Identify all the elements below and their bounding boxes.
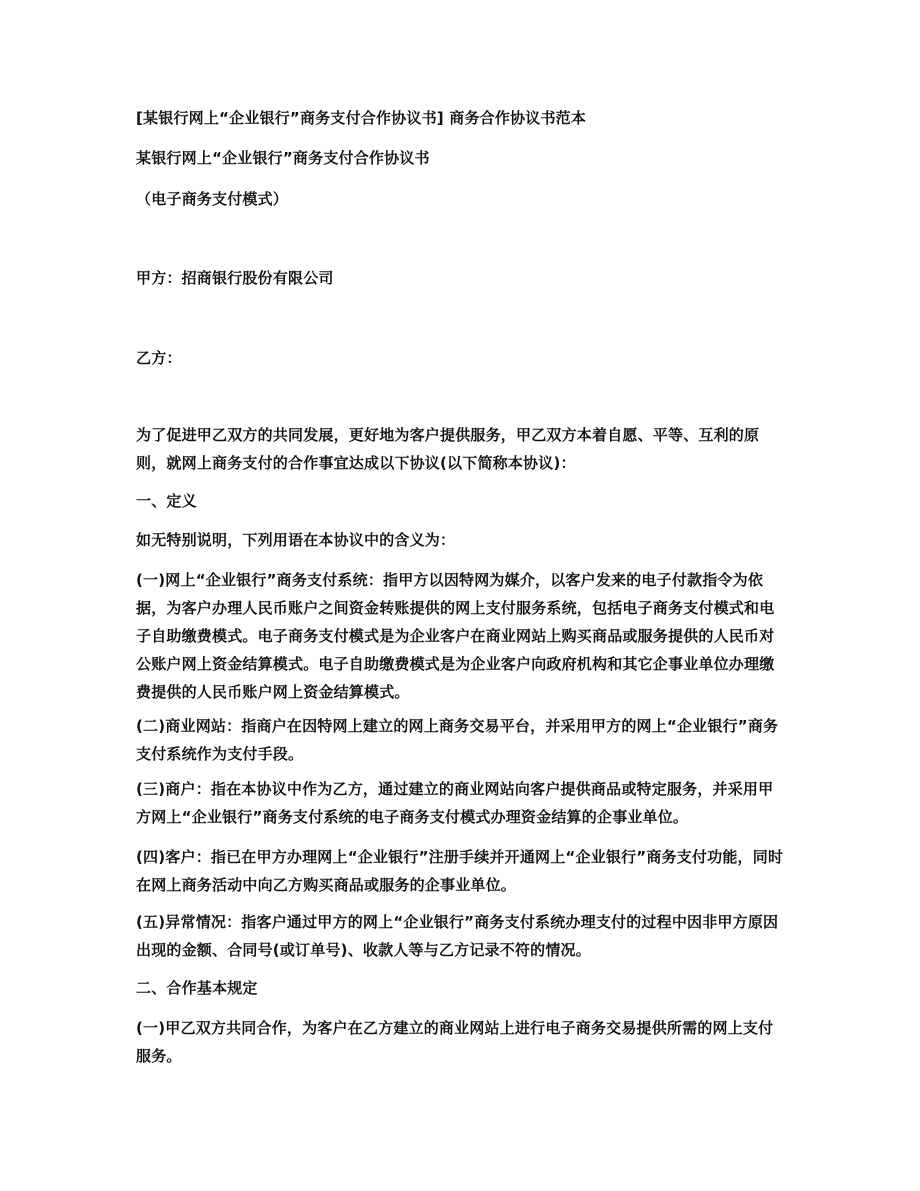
definition-5: (五)异常情况：指客户通过甲方的网上“企业银行”商务支付系统办理支付的过程中因非甲方原因出现的金额、合同号(或订单号)、收款人等与乙方记录不符的情况。: [136, 913, 779, 959]
payment-mode: （电子商务支付模式）: [136, 190, 289, 208]
section-2-heading: 二、合作基本规定: [136, 979, 258, 997]
document-subtitle: 某银行网上“企业银行”商务支付合作协议书: [136, 149, 430, 167]
definition-1: (一)网上“企业银行”商务支付系统：指甲方以因特网为媒介，以客户发来的电子付款指令为依据，为客户办理人民币账户之间资金转账提供的网上支付服务系统，包括电子商务支付模式和电子自助缴费模式。电子商务支付模式是为企业客户在商业网站上购买商品或服务提供的人民币对公账户网上资金结算模式。电子自助缴费模式是为企业客户向政府机构和其它企事业单位办理缴费提供的人民币账户网上资金结算模式。: [136, 571, 775, 701]
document-title: [某银行网上“企业银行”商务支付合作协议书] 商务合作协议书范本: [136, 109, 587, 127]
intro-paragraph: 为了促进甲乙双方的共同发展，更好地为客户提供服务，甲乙双方本着自愿、平等、互利的原则，就网上商务支付的合作事宜达成以下协议(以下简称本协议)：: [136, 426, 760, 472]
party-b: 乙方：: [136, 349, 182, 367]
definition-3: (三)商户：指在本协议中作为乙方，通过建立的商业网站向客户提供商品或特定服务，并采用甲方网上“企业银行”商务支付系统的电子商务支付模式办理资金结算的企事业单位。: [136, 780, 774, 826]
definitions-intro: 如无特别说明，下列用语在本协议中的含义为：: [136, 531, 456, 549]
rule-1: (一)甲乙双方共同合作，为客户在乙方建立的商业网站上进行电子商务交易提供所需的网上支付服务。: [136, 1019, 774, 1065]
definition-4: (四)客户：指已在甲方办理网上“企业银行”注册手续并开通网上“企业银行”商务支付功能，同时在网上商务活动中向乙方购买商品或服务的企事业单位。: [136, 848, 784, 894]
definition-2: (二)商业网站：指商户在因特网上建立的网上商务交易平台，并采用甲方的网上“企业银行”商务支付系统作为支付手段。: [136, 717, 779, 763]
section-1-heading: 一、定义: [136, 492, 197, 510]
party-a: 甲方：招商银行股份有限公司: [136, 269, 334, 287]
